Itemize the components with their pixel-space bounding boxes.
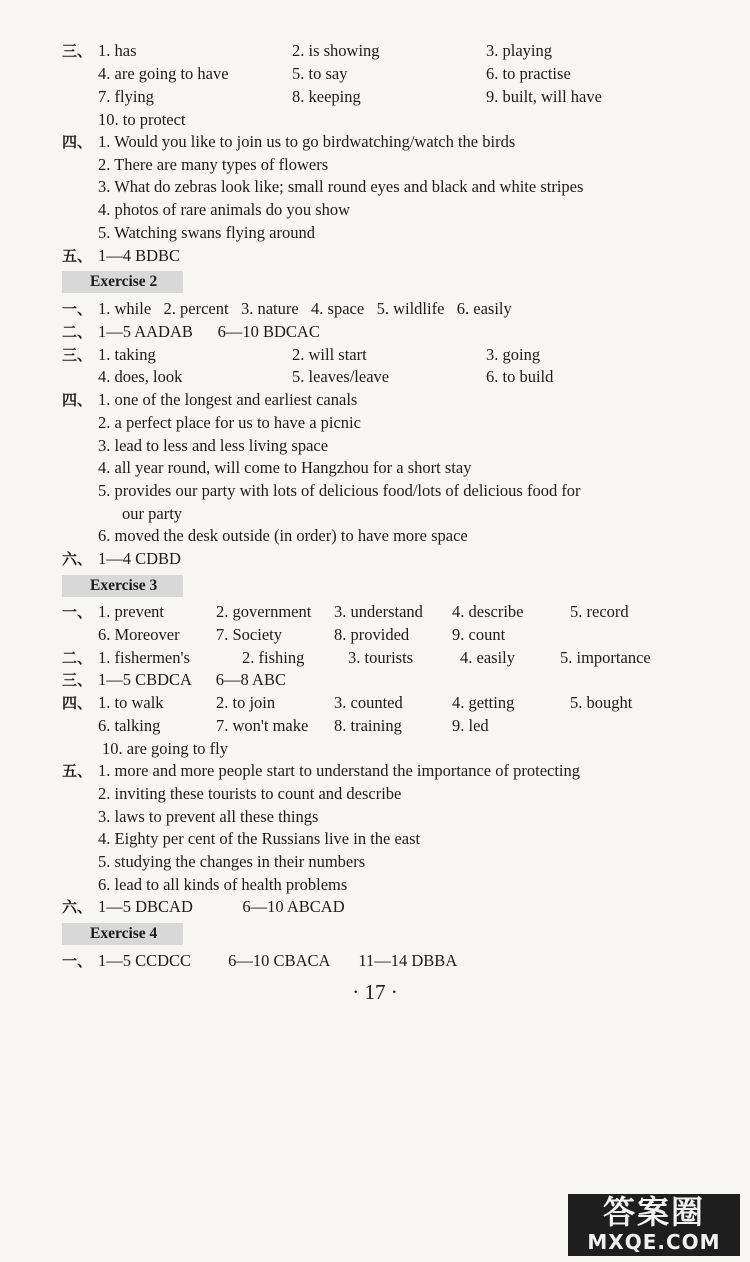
answer-text: 1—5 CBDCA 6—8 ABC	[98, 670, 286, 689]
answer-item: 2. will start	[292, 345, 367, 364]
answer-text: 5. Watching swans flying around	[98, 223, 315, 242]
answer-text: 2. There are many types of flowers	[98, 155, 329, 174]
exercise-title: Exercise 3	[62, 575, 183, 597]
section-marker: 二、	[62, 323, 93, 341]
answer-item: 3. counted	[334, 693, 403, 712]
answer-line	[62, 245, 710, 268]
answer-item: 1. prevent	[98, 602, 164, 621]
answer-item: 1. to walk	[98, 693, 164, 712]
answer-item: 9. count	[452, 625, 506, 644]
answer-item: 1. fishermen's	[98, 648, 190, 667]
section-marker: 四、	[62, 391, 93, 409]
answer-item: 2. fishing	[242, 648, 305, 667]
section-marker: 三、	[62, 671, 93, 689]
answer-text: 4. all year round, will come to Hangzhou for a short stay	[98, 458, 472, 477]
answer-line	[62, 738, 710, 761]
exercise-heading	[62, 575, 710, 598]
answer-line	[62, 435, 710, 458]
answer-item: 10. to protect	[98, 110, 186, 129]
answer-text: 5. provides our party with lots of delicious food/lots of delicious food for	[98, 481, 581, 500]
answer-line	[62, 624, 710, 647]
answer-item: 9. led	[452, 716, 489, 735]
answer-text: 1. more and more people start to understand the importance of protecting	[98, 761, 581, 780]
answer-line	[62, 457, 710, 480]
exercise-title: Exercise 4	[62, 923, 183, 945]
answer-line	[62, 344, 710, 367]
answer-text: 3. laws to prevent all these things	[98, 807, 319, 826]
answer-item: 5. record	[570, 602, 629, 621]
answer-line	[62, 480, 710, 503]
answer-text: 1. one of the longest and earliest canals	[98, 390, 358, 409]
answer-item: 7. Society	[216, 625, 282, 644]
answer-item: 5. leaves/leave	[292, 367, 390, 386]
answer-line	[62, 692, 710, 715]
answer-text: 1—4 BDBC	[98, 246, 181, 265]
watermark-domain: MXQE.COM	[587, 1230, 721, 1254]
answer-line	[62, 828, 710, 851]
answer-text: 1—5 DBCAD 6—10 ABCAD	[98, 897, 345, 916]
answer-item: 7. flying	[98, 87, 154, 106]
exercise-title: Exercise 2	[62, 271, 183, 293]
answer-line	[62, 503, 710, 526]
answer-line	[62, 851, 710, 874]
answer-item: 4. getting	[452, 693, 515, 712]
answer-line	[62, 760, 710, 783]
answer-line	[62, 412, 710, 435]
answer-text: 2. inviting these tourists to count and describe	[98, 784, 402, 803]
answer-line	[62, 548, 710, 571]
exercise-heading	[62, 923, 710, 946]
answer-item: 1. has	[98, 41, 137, 60]
answer-text: 6. lead to all kinds of health problems	[98, 875, 348, 894]
answer-line	[62, 86, 710, 109]
answer-item: 4. are going to have	[98, 64, 229, 83]
page-number: · 17 ·	[352, 980, 398, 1004]
answer-item: 3. tourists	[348, 648, 414, 667]
section-marker: 三、	[62, 42, 93, 60]
answer-line	[62, 366, 710, 389]
section-marker: 五、	[62, 762, 93, 780]
answer-line	[62, 298, 710, 321]
answer-text: 6. moved the desk outside (in order) to have more space	[98, 526, 468, 545]
watermark-text: 答案圈	[602, 1193, 705, 1231]
answer-text: 10. are going to fly	[102, 739, 229, 758]
answer-text: 1—5 CCDCC 6—10 CBACA 11—14 DBBA	[98, 951, 458, 970]
answer-text: 1—4 CDBD	[98, 549, 181, 568]
answer-item: 5. importance	[560, 648, 651, 667]
answer-line	[62, 176, 710, 199]
answer-line	[62, 669, 710, 692]
answer-text: 4. photos of rare animals do you show	[98, 200, 351, 219]
section-marker: 一、	[62, 603, 93, 621]
section-marker: 一、	[62, 952, 93, 970]
answer-item: 4. describe	[452, 602, 524, 621]
answer-line	[62, 131, 710, 154]
answer-item: 5. bought	[570, 693, 633, 712]
section-marker: 四、	[62, 694, 93, 712]
answer-line	[62, 601, 710, 624]
answer-item: 3. going	[486, 345, 541, 364]
answer-line	[62, 715, 710, 738]
answer-line	[62, 896, 710, 919]
section-marker: 一、	[62, 300, 93, 318]
answer-item: 4. easily	[460, 648, 515, 667]
section-marker: 四、	[62, 133, 93, 151]
section-marker: 六、	[62, 898, 93, 916]
answer-item: 6. talking	[98, 716, 161, 735]
answer-item: 8. keeping	[292, 87, 361, 106]
answer-item: 3. playing	[486, 41, 552, 60]
answer-line	[62, 950, 710, 973]
answer-item: 2. government	[216, 602, 312, 621]
answer-text: 4. Eighty per cent of the Russians live in the east	[98, 829, 421, 848]
answer-line	[62, 109, 710, 132]
answer-line	[62, 389, 710, 412]
answer-item: 5. to say	[292, 64, 348, 83]
answer-text: 1. Would you like to join us to go birdwatching/watch the birds	[98, 132, 516, 151]
answer-text: 3. lead to less and less living space	[98, 436, 329, 455]
answer-item: 7. won't make	[216, 716, 309, 735]
answer-item: 9. built, will have	[486, 87, 602, 106]
answer-item: 1. taking	[98, 345, 156, 364]
answer-item: 4. does, look	[98, 367, 183, 386]
section-marker: 二、	[62, 649, 93, 667]
answer-text: 5. studying the changes in their numbers	[98, 852, 366, 871]
answer-item: 3. understand	[334, 602, 423, 621]
answer-item: 6. Moreover	[98, 625, 180, 644]
answer-item: 6. to build	[486, 367, 554, 386]
answer-line	[62, 874, 710, 897]
answer-text: our party	[122, 504, 183, 523]
answer-text: 3. What do zebras look like; small round eyes and black and white stripes	[98, 177, 584, 196]
section-marker: 六、	[62, 550, 93, 568]
exercise-heading	[62, 271, 710, 294]
answer-line	[62, 154, 710, 177]
section-marker: 五、	[62, 247, 93, 265]
answer-item: 2. is showing	[292, 41, 380, 60]
answer-item: 8. provided	[334, 625, 410, 644]
answer-line	[62, 783, 710, 806]
answer-text: 2. a perfect place for us to have a picnic	[98, 413, 361, 432]
answer-line	[62, 525, 710, 548]
answer-item: 8. training	[334, 716, 402, 735]
answer-text: 1. while 2. percent 3. nature 4. space 5. wildlife 6. easily	[98, 299, 512, 318]
answer-item: 2. to join	[216, 693, 276, 712]
answer-line	[62, 321, 710, 344]
answer-item: 6. to practise	[486, 64, 571, 83]
answer-line	[62, 647, 710, 670]
answer-line	[62, 63, 710, 86]
answer-line	[62, 199, 710, 222]
watermark-logo	[568, 1194, 740, 1256]
section-marker: 三、	[62, 346, 93, 364]
answer-line	[62, 40, 710, 63]
answer-line	[62, 806, 710, 829]
answer-text: 1—5 AADAB 6—10 BDCAC	[98, 322, 320, 341]
answer-line	[62, 222, 710, 245]
